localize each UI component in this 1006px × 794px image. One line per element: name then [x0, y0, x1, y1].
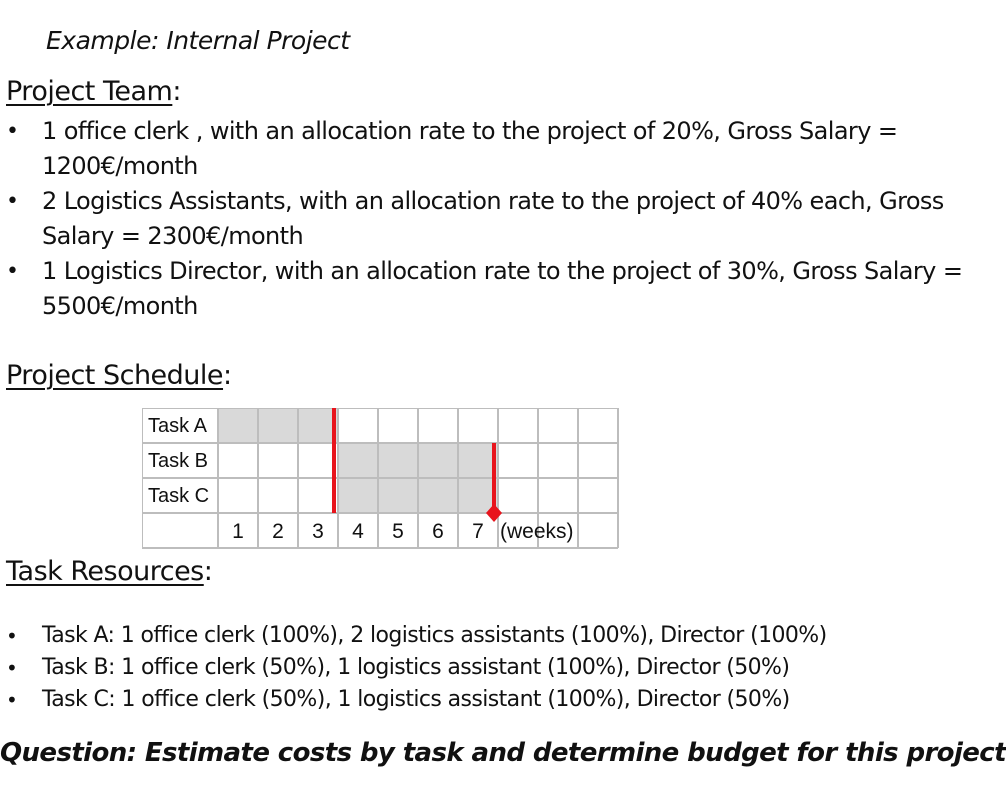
resource-item-3 [0, 684, 1000, 716]
weeks-unit-label: (weeks) [500, 520, 574, 543]
bullet-icon: • [6, 119, 19, 144]
resources-heading-colon: : [203, 556, 213, 587]
team-heading-colon: : [172, 76, 181, 107]
week-label: 1 [232, 520, 244, 543]
week-label: 6 [432, 520, 444, 543]
resource-item-text: Task B: 1 office clerk (50%), 1 logistics assistant (100%), Director (50%) [42, 655, 790, 680]
schedule-heading [6, 360, 232, 391]
resources-list [0, 620, 1000, 716]
team-member-text: 1 Logistics Director, with an allocation rate to the project of 30%, Gross Salary = 5500€/month [42, 257, 963, 320]
team-heading-text: Project Team [6, 76, 173, 107]
week-label: 2 [272, 520, 284, 543]
task-label: Task B [148, 450, 209, 472]
schedule-heading-colon: : [223, 360, 232, 391]
week-label: 7 [472, 520, 484, 543]
resources-heading-text: Task Resources [6, 556, 204, 587]
task-bar [218, 408, 338, 443]
schedule-heading-text: Project Schedule [6, 360, 224, 391]
bullet-icon: • [6, 688, 18, 712]
resource-item-text: Task C: 1 office clerk (50%), 1 logistics assistant (100%), Director (50%) [42, 687, 790, 712]
bullet-icon: • [6, 189, 19, 214]
team-member-1 [0, 114, 1000, 184]
question-text: Question: Estimate costs by task and determine budget for this project [0, 738, 1006, 768]
week-label: 4 [352, 520, 364, 543]
resource-item-2 [0, 652, 1000, 684]
week-label: 3 [312, 520, 324, 543]
resource-item-1 [0, 620, 1000, 652]
resource-item-text: Task A: 1 office clerk (100%), 2 logistics assistants (100%), Director (100%) [42, 623, 827, 648]
team-heading [6, 76, 181, 107]
bullet-icon: • [6, 259, 19, 284]
gantt-chart [142, 408, 624, 554]
task-label: Task A [148, 415, 207, 437]
resources-heading [6, 556, 212, 587]
team-member-text: 1 office clerk , with an allocation rate to the project of 20%, Gross Salary = 1200€/month [42, 117, 898, 180]
bullet-icon: • [6, 624, 18, 648]
week-label: 5 [392, 520, 404, 543]
task-label: Task C [148, 485, 210, 507]
team-member-text: 2 Logistics Assistants, with an allocation rate to the project of 40% each, Gross Salary = 2300€/month [42, 187, 944, 250]
bullet-icon: • [6, 656, 18, 680]
example-title: Example: Internal Project [46, 26, 350, 55]
team-member-3 [0, 254, 1000, 324]
team-member-2 [0, 184, 1000, 254]
team-list [0, 114, 1000, 324]
